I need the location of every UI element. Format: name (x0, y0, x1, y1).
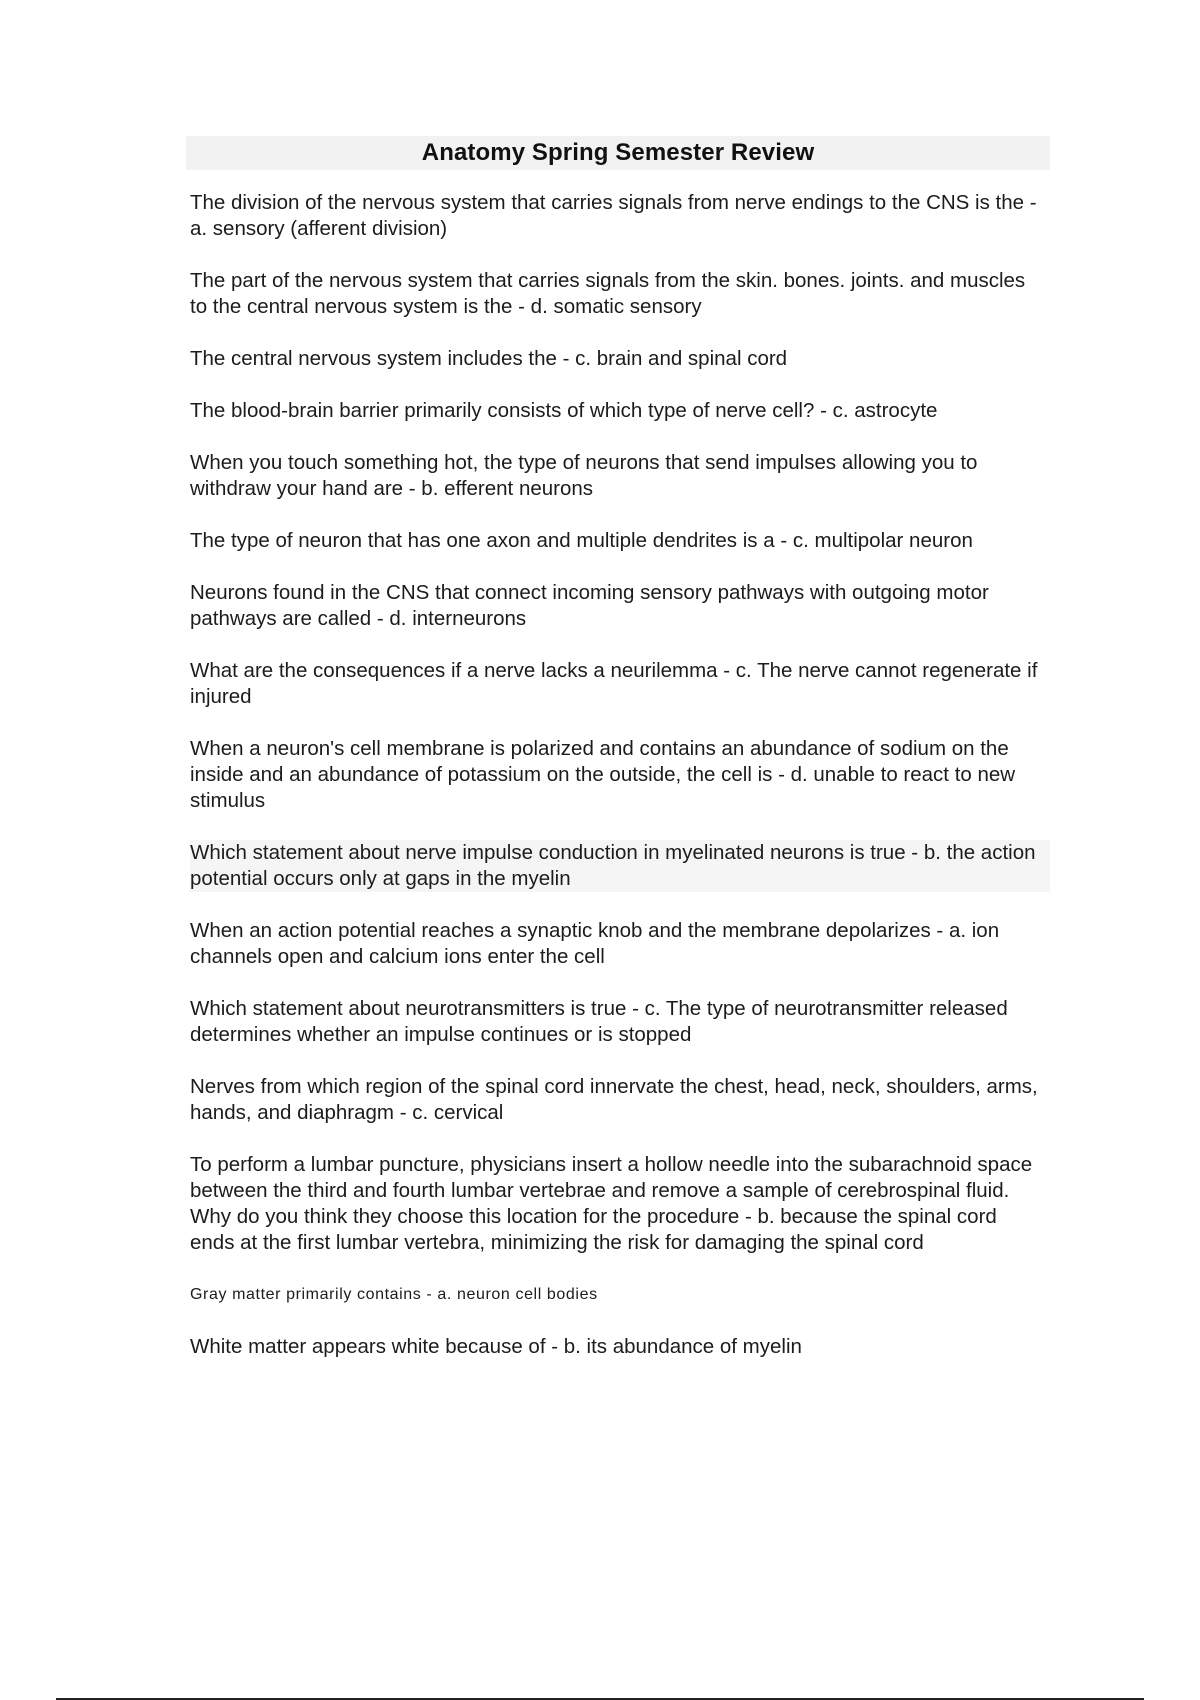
question-item: The central nervous system includes the - c. brain and spinal cord (190, 347, 788, 370)
question-item: White matter appears white because of - b. its abundance of myelin (190, 1335, 802, 1358)
title-bar (186, 136, 1050, 170)
question-item: When a neuron's cell membrane is polarized and contains an abundance of sodium on the inside and an abundance of potassium on the outside, the cell is - d. unable to react to new stimulus (190, 737, 1016, 812)
question-item: The blood-brain barrier primarily consists of which type of nerve cell? - c. astrocyte (190, 399, 938, 422)
question-item: The part of the nervous system that carries signals from the skin. bones. joints. and muscles to the central nervous system is the - d. somatic sensory (190, 269, 1026, 318)
question-item: When you touch something hot, the type of neurons that send impulses allowing you to withdraw your hand are - b. efferent neurons (190, 451, 978, 500)
question-item: The type of neuron that has one axon and multiple dendrites is a - c. multipolar neuron (190, 529, 973, 552)
question-item: When an action potential reaches a synaptic knob and the membrane depolarizes - a. ion channels open and calcium ions enter the cell (190, 919, 1000, 968)
question-item: What are the consequences if a nerve lacks a neurilemma - c. The nerve cannot regenerate if injured (190, 659, 1038, 708)
question-item: Nerves from which region of the spinal cord innervate the chest, head, neck, shoulders, arms, hands, and diaphragm - c. cervical (190, 1075, 1038, 1124)
question-item: To perform a lumbar puncture, physicians insert a hollow needle into the subarachnoid space between the third and fourth lumbar vertebrae and remove a sample of cerebrospinal fluid. Why do you think they choose this location for the procedure - b. because the spinal cord ends at the first lumbar vertebra, minimizing the risk for damaging the spinal cord (190, 1153, 1033, 1254)
document-title: Anatomy Spring Semester Review (421, 139, 815, 166)
question-item: Neurons found in the CNS that connect incoming sensory pathways with outgoing motor pathways are called - d. interneurons (190, 581, 989, 630)
document-content (186, 136, 1050, 1386)
question-item: Gray matter primarily contains - a. neuron cell bodies (190, 1286, 598, 1303)
question-item: Which statement about nerve impulse conduction in myelinated neurons is true - b. the action potential occurs only at gaps in the myelin (190, 840, 1050, 892)
question-item: The division of the nervous system that carries signals from nerve endings to the CNS is the - a. sensory (afferent division) (190, 191, 1037, 240)
question-item: Which statement about neurotransmitters is true - c. The type of neurotransmitter released determines whether an impulse continues or is stopped (190, 997, 1008, 1046)
question-list (186, 190, 1050, 1360)
